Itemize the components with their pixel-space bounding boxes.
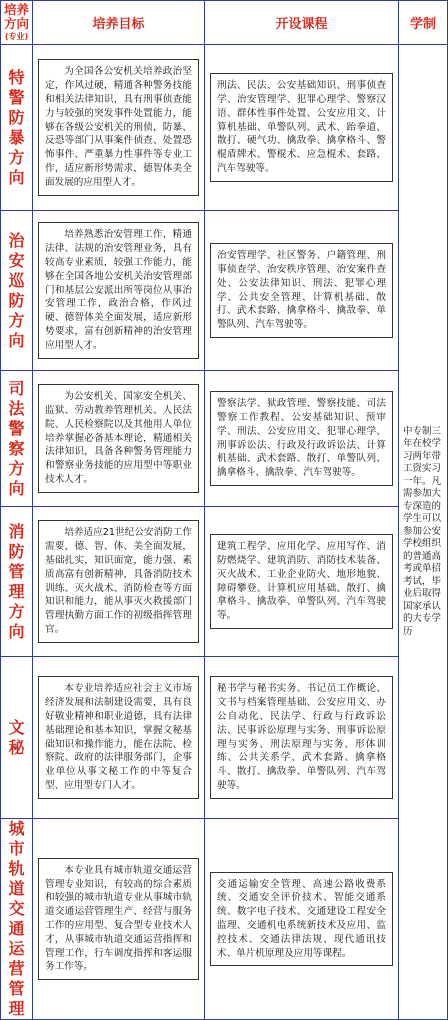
goal-text: 培养熟悉治安管理工作，精通法律、法规的治安管理业务，具有较高专业素质，较强工作能力，能够在全国各地公安机关治安管理部门和基层公安派出所等岗位从事治安管理工作，政治合格，作风过硬、德智体美全面发展，适应新形势要求，富有创新精神的治安管理应用型人才。 [38, 222, 199, 358]
goal-text: 本专业具有城市轨道交通运营管理专业知识，有较高的综合素质和较强的城市轨道专业从事城市轨道交通运营管理生产、经营与服务工作的应用型、复合型专业技术人才，从事城市轨道交通运营指挥和管理工作，行车调度指挥和客运服务工作等。 [38, 858, 199, 980]
goal-cell [33, 657, 205, 819]
table-row [1, 507, 448, 657]
direction-cell [1, 45, 33, 211]
courses-text: 秘书学与秘书实务、书记员工作概论、文书与档案管理基础、公安应用文、办公自动化、民法学、行政与行政诉讼法、民事诉讼原理与实务、刑事诉讼原理与实务、刑法原理与实务、形体训练、公共关系学、武术套路、擒拿格斗、散打、擒敌拳、单警队列、汽车驾驶等。 [210, 676, 393, 798]
direction-label: 消防管理方向 [8, 521, 25, 641]
courses-text: 交通运输安全管理、高速公路收费系统、交通安全评价技术、智能交通系统、数字电子技术、交通建设工程安全监理、交通机电系统新技术及应用、监控技术、交通法律法规、现代通讯技术、单片机原理及应用等课程。 [210, 872, 393, 967]
courses-text: 刑法、民法、公安基础知识、刑事侦查学、治安管理学、犯罪心理学、警察汉语、群体性事件处置、公安应用文、计算机基础、单警队列、武术、跆拳道、散打、硬气功、擒敌拳、擒拿格斗、警棍盾牌术、警棍术、应急棍术、套路、汽车驾驶等。 [210, 73, 393, 182]
header-row [1, 1, 448, 45]
header-system: 学制 [399, 1, 448, 45]
header-courses: 开设课程 [205, 1, 399, 45]
table-row [1, 819, 448, 1020]
goal-text: 培养适应21世纪公安消防工作需要，德、智、体、美全面发展，基础扎实，知识面宽，能力强、素质高富有创新精神，具备消防技术训练、灭火战术、消防检查等方面知识和能力，能从事灭火救援部门管理执勤方面工作的初级指挥管理官。 [38, 520, 199, 642]
direction-label: 司法警察方向 [8, 378, 25, 498]
direction-cell [1, 211, 33, 371]
goal-text: 本专业培养适应社会主义市场经济发展和法制建设需要，具有良好敬业精神和职业道德，具有法律基础理论和基本知识，掌握文秘基础知识和操作能力，能在法院、检察院、政府的法律服务部门，企事业单位从事文秘工作的中等复合型、应用型专门人才。 [38, 676, 199, 798]
courses-cell [205, 657, 399, 819]
direction-label: 城市轨道交通运营管理 [8, 819, 25, 1018]
courses-text: 治安管理学、社区警务、户籍管理、刑事侦查学、治安秩序管理、治安案件查处、公安法律知识、刑法、犯罪心理学、公共安全管理、计算机基础、散打、武术套路、擒拿格斗、擒敌拳、单警队列、汽车驾驶等。 [210, 243, 393, 338]
direction-label: 特警防暴方向 [8, 67, 25, 187]
courses-cell [205, 45, 399, 211]
goal-cell [33, 507, 205, 657]
table-row [1, 211, 448, 371]
goal-cell [33, 211, 205, 371]
direction-label: 治安巡防方向 [8, 230, 25, 350]
courses-cell [205, 507, 399, 657]
goal-cell [33, 819, 205, 1020]
direction-cell [1, 507, 33, 657]
header-direction-label: 培养方向 [3, 2, 29, 31]
courses-cell [205, 371, 399, 507]
table-row [1, 371, 448, 507]
courses-text: 警察法学、狱政管理、警察技能、司法警察工作教程、公安基础知识、预审学、刑法、公安应用文、犯罪心理学、刑事诉讼法、行政及行政诉讼法、计算机基础、武术套路、散打、单警队列、擒拿格斗、擒敌拳、汽车驾驶等。 [210, 391, 393, 486]
direction-cell [1, 819, 33, 1020]
direction-cell [1, 657, 33, 819]
courses-text: 建筑工程学、应用化学、应用写作、消防燃烧学、建筑消防、消防技术装备、灭火战术、工业企业防火、地形地貌、障碍攀登、计算机应用基础、散打、擒拿格斗、擒敌拳、单警队列、汽车驾驶等。 [210, 534, 393, 629]
table-row [1, 45, 448, 211]
goal-cell [33, 371, 205, 507]
header-direction [1, 1, 33, 45]
direction-cell [1, 371, 33, 507]
header-goal: 培养目标 [33, 1, 205, 45]
direction-label: 文秘 [8, 717, 25, 757]
goal-cell [33, 45, 205, 211]
table-row [1, 657, 448, 819]
goal-text: 为全国各公安机关培养政治坚定，作风过硬，精通各种警务技能和相关法律知识，具有刑事侦查能力与较强的突发事件处置能力，能够在各级公安机关的刑侦，防暴、反恐等部门从事案件侦查、处置恐怖事件、严重暴力性事件等专业工作，适应新形势需求，德智体美全面发展的应用型人才。 [38, 59, 199, 195]
system-cell [399, 45, 448, 1020]
system-text: 中专制三年在校学习两年带工资实习一年。凡需参加大专深造的学生可以参加公安学校组织的普通高考或单招考试，毕业后取得国家承认的大专学历 [403, 425, 442, 637]
header-direction-sub: (专业) [4, 32, 29, 41]
courses-cell [205, 819, 399, 1020]
goal-text: 为公安机关、国家安全机关、监狱、劳动教养管理机关、人民法院、人民检察院以及其他用人单位培养掌握必备基本理论，精通相关法律知识，具备各种警务管理能力和警察业务技能的应用型中等职业技术人才。 [38, 384, 199, 493]
courses-cell [205, 211, 399, 371]
